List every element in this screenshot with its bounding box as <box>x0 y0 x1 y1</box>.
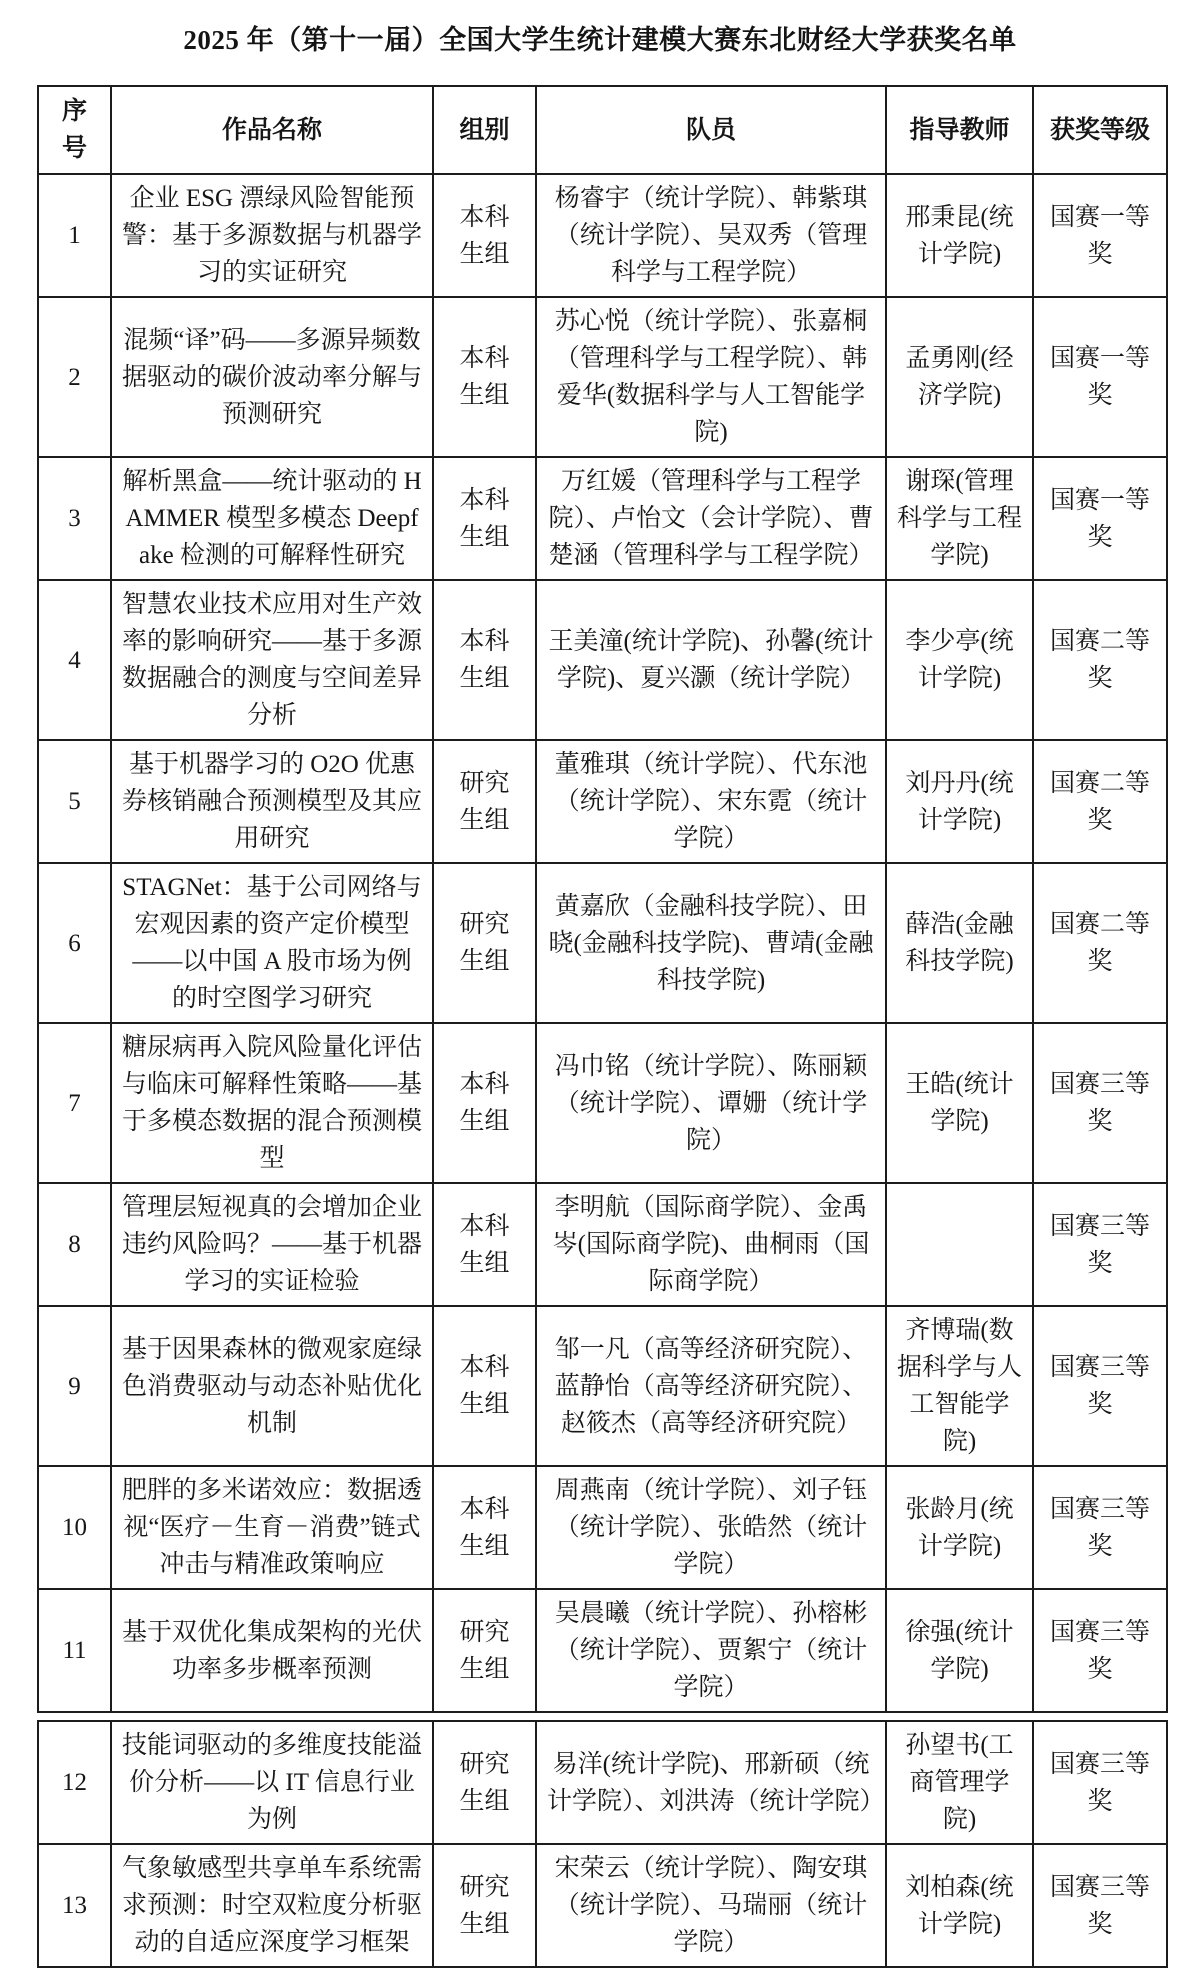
cell-group: 本科生组 <box>433 297 536 457</box>
cell-work: 解析黑盒——统计驱动的 HAMMER 模型多模态 Deepfake 检测的可解释性研究 <box>111 457 433 580</box>
cell-award: 国赛三等奖 <box>1033 1306 1167 1466</box>
cell-no: 7 <box>38 1023 111 1183</box>
cell-no: 9 <box>38 1306 111 1466</box>
table-row <box>38 1466 1167 1589</box>
cell-advisor: 谢琛(管理科学与工程学院) <box>886 457 1033 580</box>
cell-advisor: 王皓(统计学院) <box>886 1023 1033 1183</box>
cell-group: 研究生组 <box>433 863 536 1023</box>
cell-advisor: 孙望书(工商管理学院) <box>886 1721 1033 1844</box>
cell-no: 2 <box>38 297 111 457</box>
cell-group: 本科生组 <box>433 1466 536 1589</box>
cell-no: 6 <box>38 863 111 1023</box>
cell-advisor: 李少亭(统计学院) <box>886 580 1033 740</box>
cell-members: 黄嘉欣（金融科技学院）、田晓(金融科技学院)、曹靖(金融科技学院) <box>536 863 886 1023</box>
cell-group: 本科生组 <box>433 457 536 580</box>
cell-work: 混频“译”码——多源异频数据驱动的碳价波动率分解与预测研究 <box>111 297 433 457</box>
cell-work: 智慧农业技术应用对生产效率的影响研究——基于多源数据融合的测度与空间差异分析 <box>111 580 433 740</box>
table-row <box>38 1183 1167 1306</box>
cell-advisor: 邢秉昆(统计学院) <box>886 174 1033 297</box>
table-row <box>38 1589 1167 1712</box>
table-row <box>38 1721 1167 1844</box>
cell-advisor: 徐强(统计学院) <box>886 1589 1033 1712</box>
cell-advisor: 刘柏森(统计学院) <box>886 1844 1033 1967</box>
cell-no: 12 <box>38 1721 111 1844</box>
header-row <box>38 86 1167 174</box>
table-header <box>38 86 1167 174</box>
cell-members: 吴晨曦（统计学院）、孙榕彬（统计学院）、贾絮宁（统计学院） <box>536 1589 886 1712</box>
cell-advisor: 张龄月(统计学院) <box>886 1466 1033 1589</box>
cell-award: 国赛二等奖 <box>1033 580 1167 740</box>
cell-group: 研究生组 <box>433 1721 536 1844</box>
cell-advisor: 孟勇刚(经济学院) <box>886 297 1033 457</box>
cell-advisor: 刘丹丹(统计学院) <box>886 740 1033 863</box>
table-row <box>38 457 1167 580</box>
cell-award: 国赛一等奖 <box>1033 297 1167 457</box>
cell-group: 本科生组 <box>433 1183 536 1306</box>
table-row <box>38 580 1167 740</box>
cell-award: 国赛二等奖 <box>1033 740 1167 863</box>
cell-members: 董雅琪（统计学院）、代东池（统计学院）、宋东霓（统计学院） <box>536 740 886 863</box>
column-header-award: 获奖等级 <box>1033 86 1167 174</box>
cell-no: 8 <box>38 1183 111 1306</box>
cell-no: 5 <box>38 740 111 863</box>
cell-no: 3 <box>38 457 111 580</box>
cell-group: 本科生组 <box>433 1023 536 1183</box>
cell-work: 气象敏感型共享单车系统需求预测：时空双粒度分析驱动的自适应深度学习框架 <box>111 1844 433 1967</box>
cell-work: 基于因果森林的微观家庭绿色消费驱动与动态补贴优化机制 <box>111 1306 433 1466</box>
table-body-page2 <box>38 1721 1167 1967</box>
cell-award: 国赛一等奖 <box>1033 174 1167 297</box>
cell-work: 企业 ESG 漂绿风险智能预警：基于多源数据与机器学习的实证研究 <box>111 174 433 297</box>
cell-award: 国赛三等奖 <box>1033 1721 1167 1844</box>
cell-members: 万红媛（管理科学与工程学院）、卢怡文（会计学院）、曹楚涵（管理科学与工程学院） <box>536 457 886 580</box>
cell-no: 10 <box>38 1466 111 1589</box>
cell-award: 国赛三等奖 <box>1033 1844 1167 1967</box>
cell-group: 本科生组 <box>433 1306 536 1466</box>
cell-award: 国赛一等奖 <box>1033 457 1167 580</box>
cell-work: 管理层短视真的会增加企业违约风险吗？——基于机器学习的实证检验 <box>111 1183 433 1306</box>
cell-award: 国赛三等奖 <box>1033 1589 1167 1712</box>
cell-no: 13 <box>38 1844 111 1967</box>
cell-advisor <box>886 1183 1033 1306</box>
page-title: 2025 年（第十一届）全国大学生统计建模大赛东北财经大学获奖名单 <box>183 25 1017 55</box>
column-header-group: 组别 <box>433 86 536 174</box>
cell-advisor: 齐博瑞(数据科学与人工智能学院) <box>886 1306 1033 1466</box>
cell-members: 杨睿宇（统计学院）、韩紫琪（统计学院）、吴双秀（管理科学与工程学院） <box>536 174 886 297</box>
cell-work: 糖尿病再入院风险量化评估与临床可解释性策略——基于多模态数据的混合预测模型 <box>111 1023 433 1183</box>
cell-award: 国赛二等奖 <box>1033 863 1167 1023</box>
cell-group: 研究生组 <box>433 740 536 863</box>
cell-group: 本科生组 <box>433 174 536 297</box>
cell-award: 国赛三等奖 <box>1033 1466 1167 1589</box>
awards-table-continued <box>37 1720 1168 1968</box>
column-header-no: 序号 <box>38 86 111 174</box>
column-header-advisor: 指导教师 <box>886 86 1033 174</box>
cell-advisor: 薛浩(金融科技学院) <box>886 863 1033 1023</box>
cell-members: 周燕南（统计学院）、刘子钰（统计学院）、张皓然（统计学院） <box>536 1466 886 1589</box>
table-row <box>38 1023 1167 1183</box>
table-row <box>38 740 1167 863</box>
cell-award: 国赛三等奖 <box>1033 1023 1167 1183</box>
cell-work: 基于双优化集成架构的光伏功率多步概率预测 <box>111 1589 433 1712</box>
table-body-page1 <box>38 174 1167 1712</box>
awards-table <box>37 85 1168 1713</box>
cell-no: 1 <box>38 174 111 297</box>
cell-group: 本科生组 <box>433 580 536 740</box>
cell-group: 研究生组 <box>433 1844 536 1967</box>
cell-work: 技能词驱动的多维度技能溢价分析——以 IT 信息行业为例 <box>111 1721 433 1844</box>
cell-members: 冯巾铭（统计学院）、陈丽颖（统计学院）、谭姗（统计学院） <box>536 1023 886 1183</box>
cell-members: 苏心悦（统计学院）、张嘉桐（管理科学与工程学院）、韩爱华(数据科学与人工智能学院) <box>536 297 886 457</box>
cell-group: 研究生组 <box>433 1589 536 1712</box>
cell-work: 肥胖的多米诺效应：数据透视“医疗－生育－消费”链式冲击与精准政策响应 <box>111 1466 433 1589</box>
cell-members: 李明航（国际商学院）、金禹岑(国际商学院)、曲桐雨（国际商学院） <box>536 1183 886 1306</box>
cell-members: 易洋(统计学院)、邢新硕（统计学院）、刘洪涛（统计学院） <box>536 1721 886 1844</box>
cell-work: 基于机器学习的 O2O 优惠券核销融合预测模型及其应用研究 <box>111 740 433 863</box>
cell-members: 宋荣云（统计学院）、陶安琪（统计学院）、马瑞丽（统计学院） <box>536 1844 886 1967</box>
cell-no: 4 <box>38 580 111 740</box>
cell-members: 邹一凡（高等经济研究院）、蓝静怡（高等经济研究院）、赵筱杰（高等经济研究院） <box>536 1306 886 1466</box>
table-row <box>38 1844 1167 1967</box>
cell-award: 国赛三等奖 <box>1033 1183 1167 1306</box>
cell-no: 11 <box>38 1589 111 1712</box>
cell-work: STAGNet：基于公司网络与宏观因素的资产定价模型——以中国 A 股市场为例的时空图学习研究 <box>111 863 433 1023</box>
column-header-members: 队员 <box>536 86 886 174</box>
table-row <box>38 863 1167 1023</box>
table-row <box>38 174 1167 297</box>
table-row <box>38 1306 1167 1466</box>
cell-members: 王美潼(统计学院)、孙馨(统计学院)、夏兴灏（统计学院） <box>536 580 886 740</box>
column-header-work: 作品名称 <box>111 86 433 174</box>
table-row <box>38 297 1167 457</box>
